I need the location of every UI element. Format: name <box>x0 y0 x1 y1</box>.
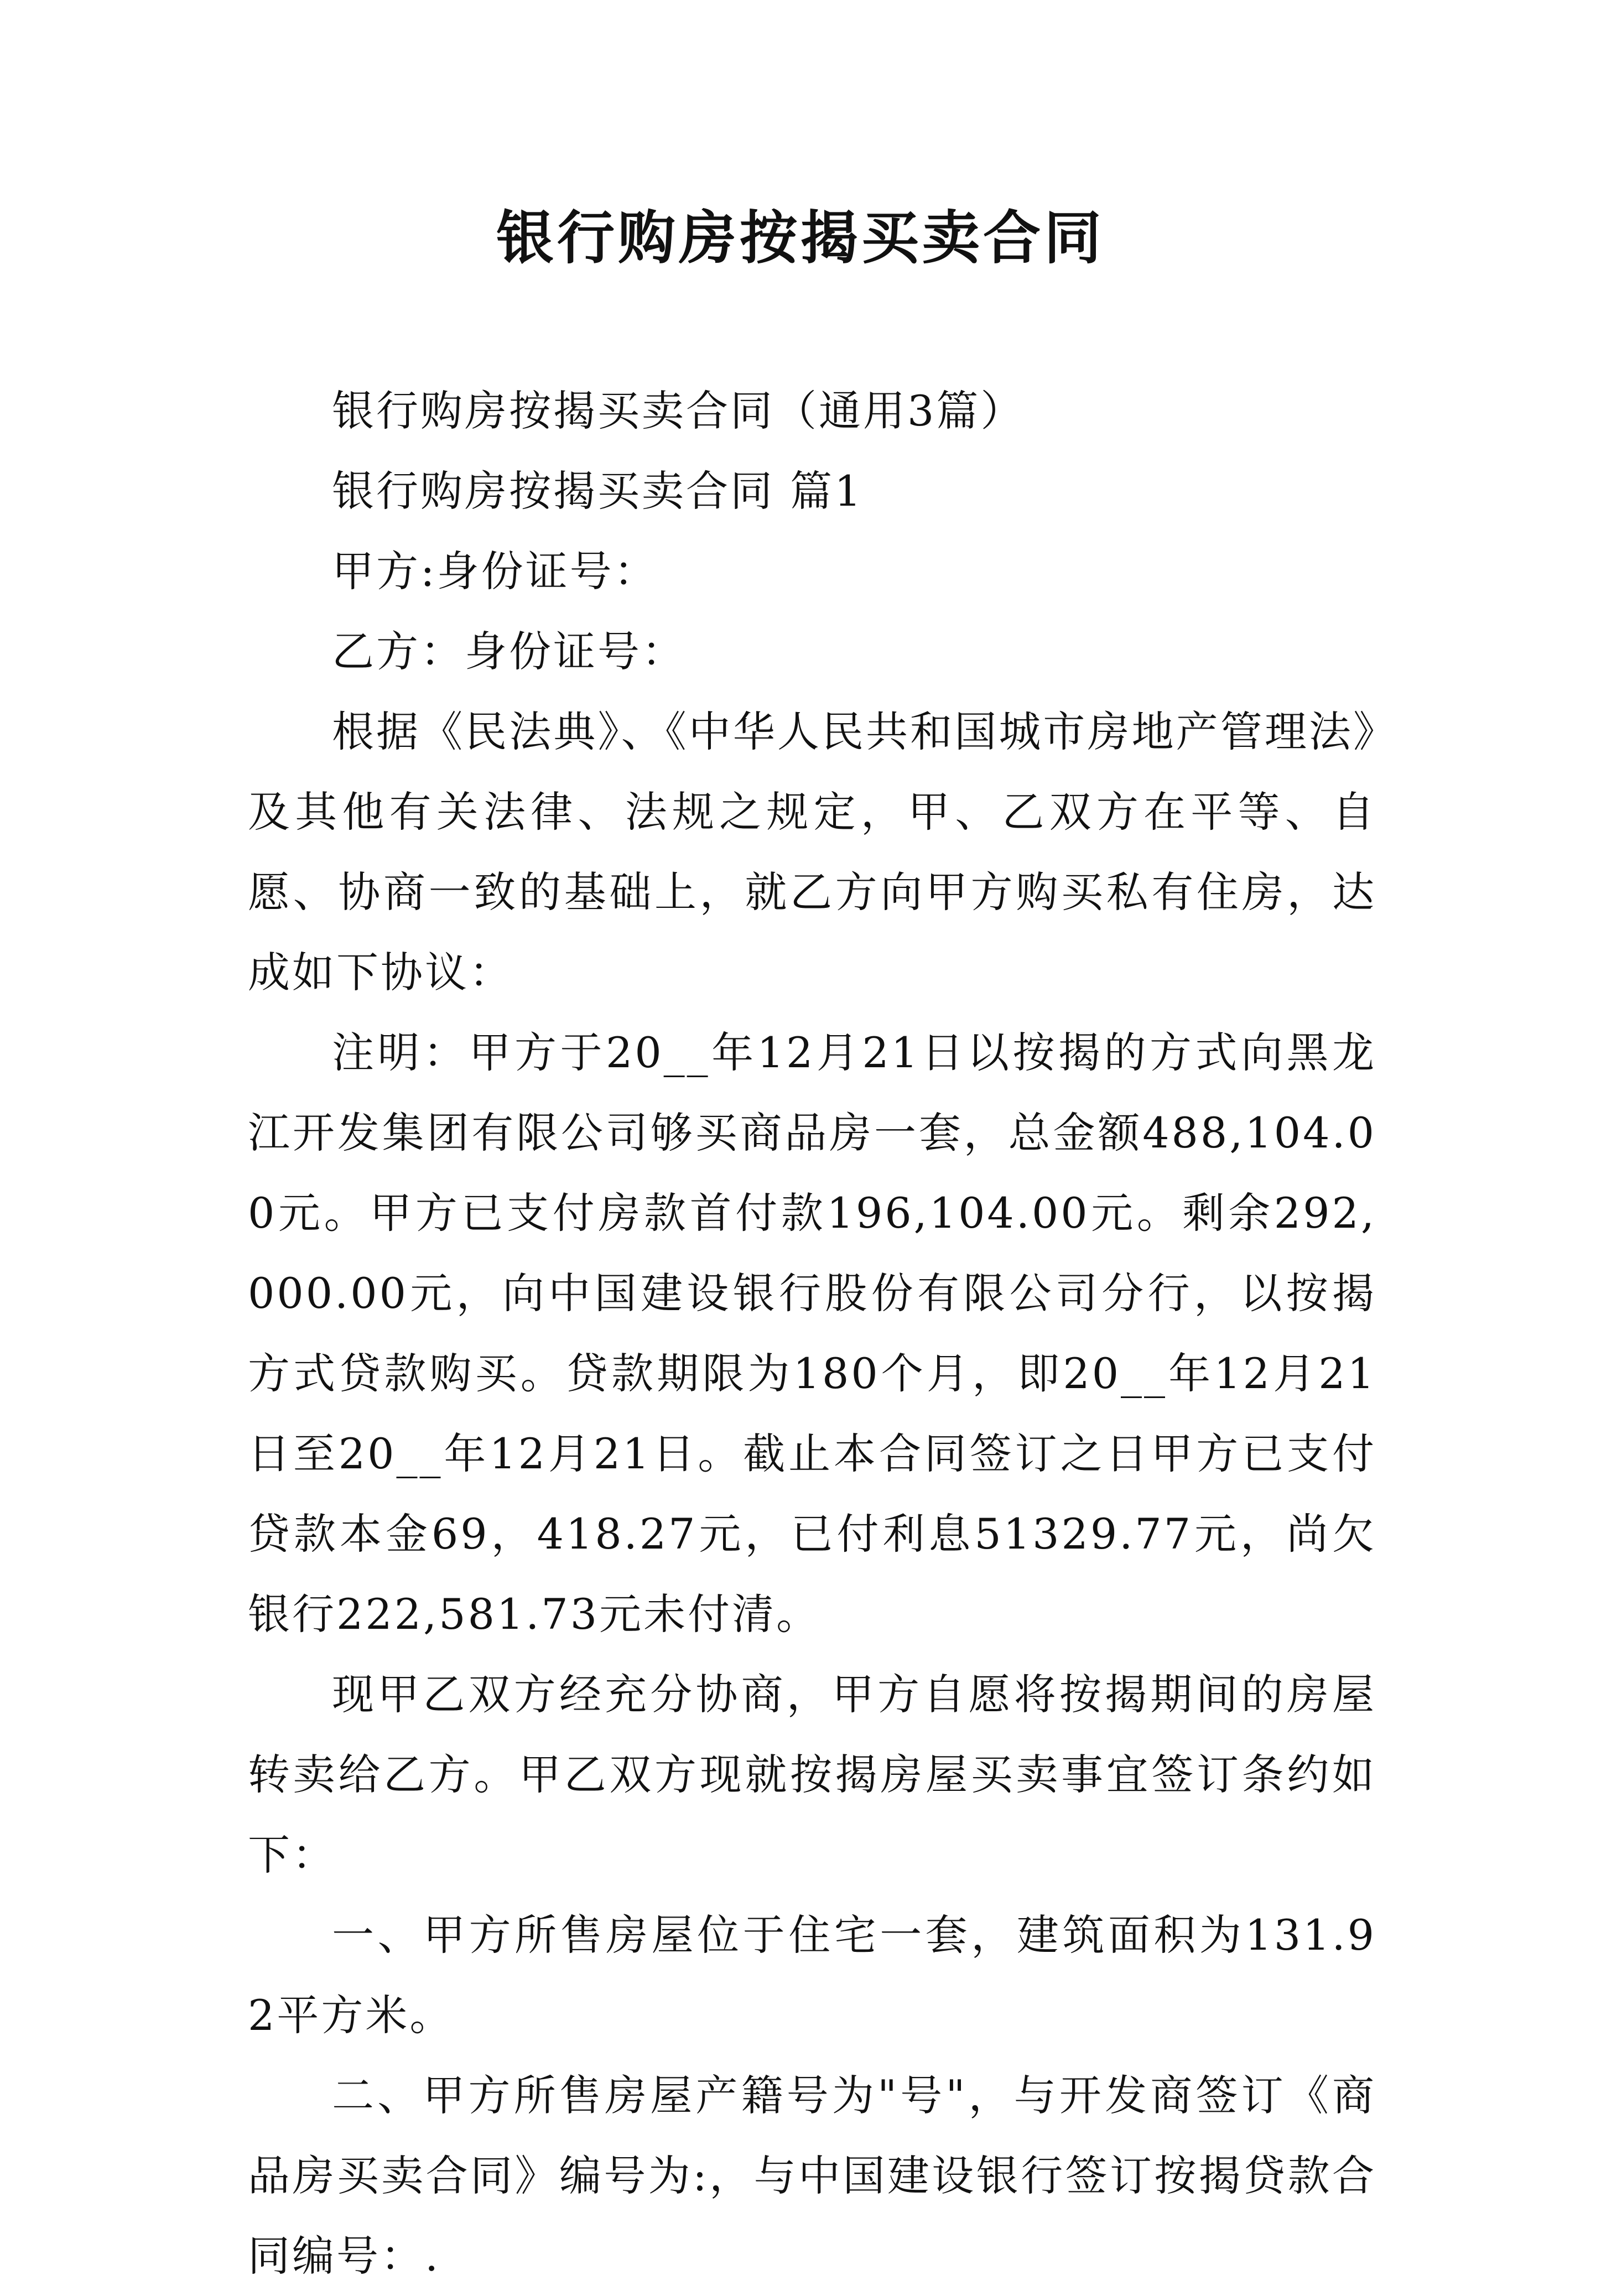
document-body <box>248 371 1376 2296</box>
clause-2: 二、甲方所售房屋产籍号为"号"，与开发商签订《商品房买卖合同》编号为:，与中国建设银行签订按揭贷款合同编号：. <box>248 2071 1376 2281</box>
clause-1: 一、甲方所售房屋位于住宅一套，建筑面积为131.92平方米。 <box>248 1910 1376 2040</box>
preamble-paragraph: 根据《民法典》、《中华人民共和国城市房地产管理法》及其他有关法律、法规之规定，甲、乙双方在平等、自愿、协商一致的基础上，就乙方向甲方购买私有住房，达成如下协议： <box>248 707 1376 997</box>
document-title: 银行购房按揭买卖合同 <box>496 204 1105 272</box>
section-heading: 银行购房按揭买卖合同 篇1 <box>332 466 864 516</box>
party-b-line: 乙方：身份证号： <box>332 627 686 676</box>
party-a-line: 甲方:身份证号： <box>332 547 658 596</box>
subtitle-general: 银行购房按揭买卖合同（通用3篇） <box>332 386 1025 435</box>
note-paragraph: 注明：甲方于20__年12月21日以按揭的方式向黑龙江开发集团有限公司够买商品房一套，总金额488,104.00元。甲方已支付房款首付款196,104.00元。剩余292,000.00元，向中国建设银行股份有限公司分行，以按揭方式贷款购买。贷款期限为180个月，即20__年12月21日至20__年12月21日。截止本合同签订之日甲方已支付贷款本金69，418.27元，已付利息51329.77元，尚欠银行222,581.73元未付清。 <box>248 1028 1376 1639</box>
agreement-paragraph: 现甲乙双方经充分协商，甲方自愿将按揭期间的房屋转卖给乙方。甲乙双方现就按揭房屋买卖事宜签订条约如下： <box>248 1670 1376 1879</box>
